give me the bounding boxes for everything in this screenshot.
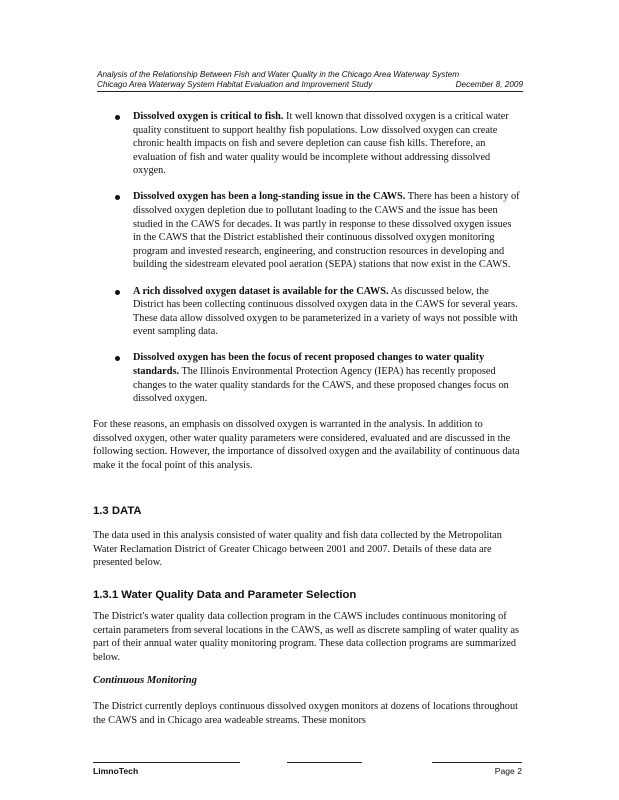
bullet-item (111, 285, 521, 339)
reasons-bullet-list (111, 110, 521, 418)
section-1-3-1-heading: 1.3.1 Water Quality Data and Parameter Selection (93, 589, 357, 601)
footer-rule-left (93, 762, 240, 763)
bullet-icon (115, 290, 120, 295)
bullet-text: As discussed below, the District has been collecting continuous dissolved oxygen data in the CAWS for several years. These data allow dissolved oxygen to be parameterized in a variety of ways not possible with event sampling data. (133, 285, 518, 338)
footer-page-number: Page 2 (494, 766, 522, 776)
reasons-paragraph: For these reasons, an emphasis on dissolved oxygen is warranted in the analysis. In addition to dissolved oxygen, other water quality parameters were considered, evaluated and are discussed in the following section. However, the importance of dissolved oxygen and the availability of continuous data make it the focal point of this analysis. (93, 419, 520, 471)
bullet-icon (115, 195, 120, 200)
bullet-icon (115, 356, 120, 361)
bullet-text: There has been a history of dissolved oxygen depletion due to pollutant loading to the CAWS and the issue has been studied in the CAWS for decades. It was partly in response to these dissolved oxygen issues in the CAWS that the District established their continuous dissolved oxygen monitoring program and invested research, engineering, and construction resources in developing and building the sidestream elevated pool aeration (SEPA) stations that now exist in the CAWS. (133, 191, 520, 271)
continuous-monitoring-paragraph: The District currently deploys continuous dissolved oxygen monitors at dozens of locations throughout the CAWS and in Chicago area wadeable streams. These monitors (93, 701, 518, 726)
bullet-item (111, 190, 521, 272)
header-report-title: Analysis of the Relationship Between Fish and Water Quality in the Chicago Area Waterway System (97, 70, 460, 79)
bullet-lead: Dissolved oxygen has been the focus of recent proposed changes to water quality standards. (133, 352, 485, 377)
section-1-3-1-paragraph: The District's water quality data collection program in the CAWS includes continuous monitoring of certain parameters from several locations in the CAWS, as well as discrete sampling of water quality as part of their annual water quality monitoring program. These data collection programs are summarized below. (93, 611, 520, 663)
bullet-text: It well known that dissolved oxygen is a critical water quality constituent to support healthy fish populations. Low dissolved oxygen can create chronic health impacts on fish and severe depletion can cause fish kills. Therefore, an evaluation of fish and water quality would be incomplete without addressing dissolved oxygen. (133, 111, 509, 177)
footer-rule-middle (287, 762, 362, 763)
bullet-text: The Illinois Environmental Protection Agency (IEPA) has recently proposed changes to the water quality standards for the CAWS, and these proposed changes focus on dissolved oxygen. (133, 366, 509, 405)
bullet-lead: Dissolved oxygen is critical to fish. (133, 111, 284, 122)
section-1-3-paragraph: The data used in this analysis consisted of water quality and fish data collected by the Metropolitan Water Reclamation District of Greater Chicago between 2001 and 2007. Details of these data are presented below. (93, 530, 502, 569)
footer-rule-right (432, 762, 522, 763)
bullet-item (111, 110, 521, 178)
bullet-item (111, 351, 521, 405)
bullet-lead: Dissolved oxygen has been a long-standing issue in the CAWS. (133, 191, 406, 203)
header-date: December 8, 2009 (455, 80, 523, 89)
bullet-icon (115, 115, 120, 120)
footer-company: LimnoTech (93, 766, 139, 776)
header-rule (97, 91, 523, 92)
section-1-3-heading: 1.3 DATA (93, 505, 142, 517)
bullet-lead: A rich dissolved oxygen dataset is available for the CAWS. (133, 285, 389, 297)
header-line2 (97, 80, 523, 90)
header-study-title: Chicago Area Waterway System Habitat Evaluation and Improvement Study (97, 80, 373, 89)
continuous-monitoring-heading: Continuous Monitoring (93, 675, 197, 686)
